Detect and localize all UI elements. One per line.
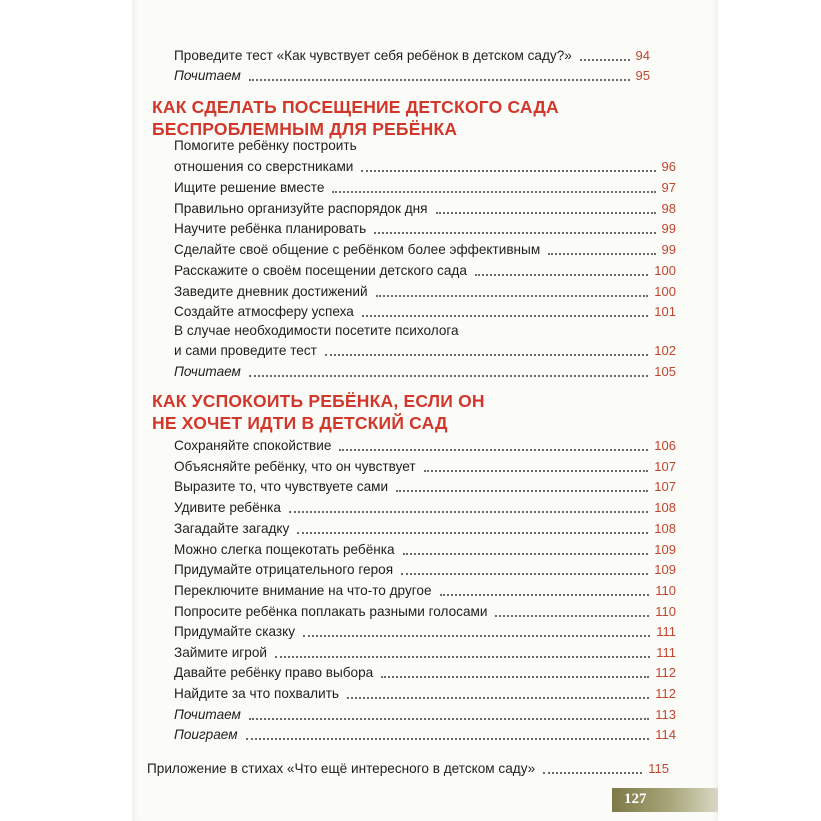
leader-dots xyxy=(374,231,655,234)
toc-entry[interactable] xyxy=(174,478,676,495)
toc-entry-title: Можно слегка пощекотать ребёнка xyxy=(174,542,395,557)
toc-entry-title: Переключите внимание на что-то другое xyxy=(174,583,432,598)
toc-entry-title: Придумайте отрицательного героя xyxy=(174,562,394,577)
leader-dots xyxy=(275,655,650,658)
toc-entry-title: Найдите за что похвалить xyxy=(174,686,339,701)
toc-entry-title: Попросите ребёнка поплакать разными голосами xyxy=(174,604,488,619)
toc-page-number: 102 xyxy=(654,343,676,358)
toc-page-number: 110 xyxy=(655,583,676,598)
leader-dots xyxy=(543,771,642,774)
toc-page-number: 105 xyxy=(654,364,676,379)
toc-page-number: 108 xyxy=(654,500,676,515)
toc-page-number: 109 xyxy=(654,562,676,577)
toc-entry[interactable] xyxy=(174,283,676,300)
toc-entry[interactable] xyxy=(174,582,676,599)
toc-page-number: 109 xyxy=(654,542,676,557)
leader-dots xyxy=(246,737,650,740)
leader-dots xyxy=(289,510,648,513)
toc-entry-title: Придумайте сказку xyxy=(174,624,295,639)
toc-entry[interactable] xyxy=(174,561,676,578)
leader-dots xyxy=(249,374,648,377)
toc-page-number: 113 xyxy=(655,707,676,722)
toc-entry[interactable] xyxy=(174,706,676,723)
leader-dots xyxy=(332,190,655,193)
toc-entry[interactable] xyxy=(174,363,676,380)
toc-entry-title: Проведите тест «Как чувствует себя ребёнок в детском саду?» xyxy=(174,48,572,63)
toc-entry-title: Поиграем xyxy=(174,727,238,742)
page-number-badge xyxy=(612,788,718,812)
toc-entry-appendix[interactable] xyxy=(147,760,669,777)
toc-entry[interactable] xyxy=(174,342,676,359)
toc-entry-title: Приложение в стихах «Что ещё интересного в детском саду» xyxy=(147,761,536,776)
toc-entry[interactable] xyxy=(174,179,676,196)
leader-dots xyxy=(580,58,630,61)
toc-entry-title: и сами проведите тест xyxy=(174,343,317,358)
section-heading-line: БЕСПРОБЛЕМНЫМ ДЛЯ РЕБЁНКА xyxy=(152,119,458,139)
toc-entry[interactable] xyxy=(174,541,676,558)
toc-entry-line1: В случае необходимости посетите психолога xyxy=(174,323,459,338)
section-heading xyxy=(152,390,485,434)
toc-entry[interactable] xyxy=(174,685,676,702)
toc-page-number: 115 xyxy=(648,761,669,776)
toc-entry-title: Почитаем xyxy=(174,707,241,722)
toc-entry-title: Давайте ребёнку право выбора xyxy=(174,665,374,680)
section-heading-line: НЕ ХОЧЕТ ИДТИ В ДЕТСКИЙ САД xyxy=(152,413,448,433)
leader-dots xyxy=(376,294,649,297)
toc-page-number: 112 xyxy=(655,665,676,680)
toc-entry[interactable] xyxy=(174,499,676,516)
leader-dots xyxy=(401,572,648,575)
leader-dots xyxy=(325,353,648,356)
toc-page-number: 98 xyxy=(661,201,676,216)
toc-entry-title: Правильно организуйте распорядок дня xyxy=(174,201,428,216)
page-number: 127 xyxy=(624,791,647,807)
toc-entry[interactable] xyxy=(174,603,676,620)
toc-entry[interactable] xyxy=(174,241,676,258)
toc-entry[interactable] xyxy=(174,67,650,84)
toc-entry[interactable] xyxy=(174,623,676,640)
leader-dots xyxy=(403,552,649,555)
toc-page-number: 94 xyxy=(635,48,650,63)
toc-entry[interactable] xyxy=(174,303,676,320)
leader-dots xyxy=(297,531,648,534)
toc-entry-title: Научите ребёнка планировать xyxy=(174,221,367,236)
toc-entry-title: Почитаем xyxy=(174,68,241,83)
leader-dots xyxy=(339,448,648,451)
leader-dots xyxy=(424,469,649,472)
leader-dots xyxy=(440,593,650,596)
toc-page-number: 99 xyxy=(661,242,676,257)
toc-entry-title: отношения со сверстниками xyxy=(174,159,354,174)
toc-page-number: 114 xyxy=(655,727,676,742)
toc-entry[interactable] xyxy=(174,200,676,217)
toc-page-number: 107 xyxy=(654,479,676,494)
toc-entry-title: Выразите то, что чувствуете сами xyxy=(174,479,389,494)
toc-entry-title: Почитаем xyxy=(174,364,241,379)
section-heading-line: КАК СДЕЛАТЬ ПОСЕЩЕНИЕ ДЕТСКОГО САДА xyxy=(152,97,559,117)
leader-dots xyxy=(303,634,650,637)
toc-page-number: 99 xyxy=(661,221,676,236)
leader-dots xyxy=(475,273,648,276)
leader-dots xyxy=(436,211,656,214)
toc-entry-title: Заведите дневник достижений xyxy=(174,284,368,299)
toc-page-number: 112 xyxy=(655,686,676,701)
leader-dots xyxy=(381,675,649,678)
toc-entry[interactable] xyxy=(174,262,676,279)
toc-page-number: 110 xyxy=(655,604,676,619)
toc-entry[interactable] xyxy=(174,47,650,64)
toc-page-number: 107 xyxy=(654,459,676,474)
leader-dots xyxy=(548,252,655,255)
toc-entry-title: Удивите ребёнка xyxy=(174,500,281,515)
toc-entry[interactable] xyxy=(174,644,676,661)
toc-entry[interactable] xyxy=(174,437,676,454)
toc-page-number: 96 xyxy=(661,159,676,174)
section-heading-line: КАК УСПОКОИТЬ РЕБЁНКА, ЕСЛИ ОН xyxy=(152,391,485,411)
leader-dots xyxy=(362,314,648,317)
toc-entry-title: Займите игрой xyxy=(174,645,267,660)
toc-page-number: 111 xyxy=(656,645,676,660)
section-heading xyxy=(152,96,559,140)
toc-page-number: 100 xyxy=(654,263,676,278)
toc-entry-title: Сделайте своё общение с ребёнком более эффективным xyxy=(174,242,541,257)
toc-entry-line1: Помогите ребёнку построить xyxy=(174,138,357,153)
toc-entry[interactable] xyxy=(174,220,676,237)
toc-entry-title: Расскажите о своём посещении детского сада xyxy=(174,263,467,278)
leader-dots xyxy=(249,717,649,720)
toc-page-number: 97 xyxy=(661,180,676,195)
toc-page-number: 108 xyxy=(654,521,676,536)
toc-page-number: 106 xyxy=(654,438,676,453)
toc-entry-title: Сохраняйте спокойствие xyxy=(174,438,332,453)
toc-entry[interactable] xyxy=(174,726,676,743)
toc-page-number: 101 xyxy=(654,304,676,319)
toc-page-number: 100 xyxy=(654,284,676,299)
leader-dots xyxy=(347,696,649,699)
leader-dots xyxy=(495,614,649,617)
toc-entry[interactable] xyxy=(174,458,676,475)
toc-entry-title: Ищите решение вместе xyxy=(174,180,325,195)
toc-entry[interactable] xyxy=(174,520,676,537)
toc-page-number: 95 xyxy=(635,68,650,83)
toc-entry[interactable] xyxy=(174,158,676,175)
toc-page-number: 111 xyxy=(656,624,676,639)
toc-entry-title: Создайте атмосферу успеха xyxy=(174,304,354,319)
leader-dots xyxy=(396,489,648,492)
toc-entry-title: Загадайте загадку xyxy=(174,521,290,536)
leader-dots xyxy=(361,169,655,172)
leader-dots xyxy=(249,78,630,81)
toc-entry[interactable] xyxy=(174,664,676,681)
toc-entry-title: Объясняйте ребёнку, что он чувствует xyxy=(174,459,416,474)
